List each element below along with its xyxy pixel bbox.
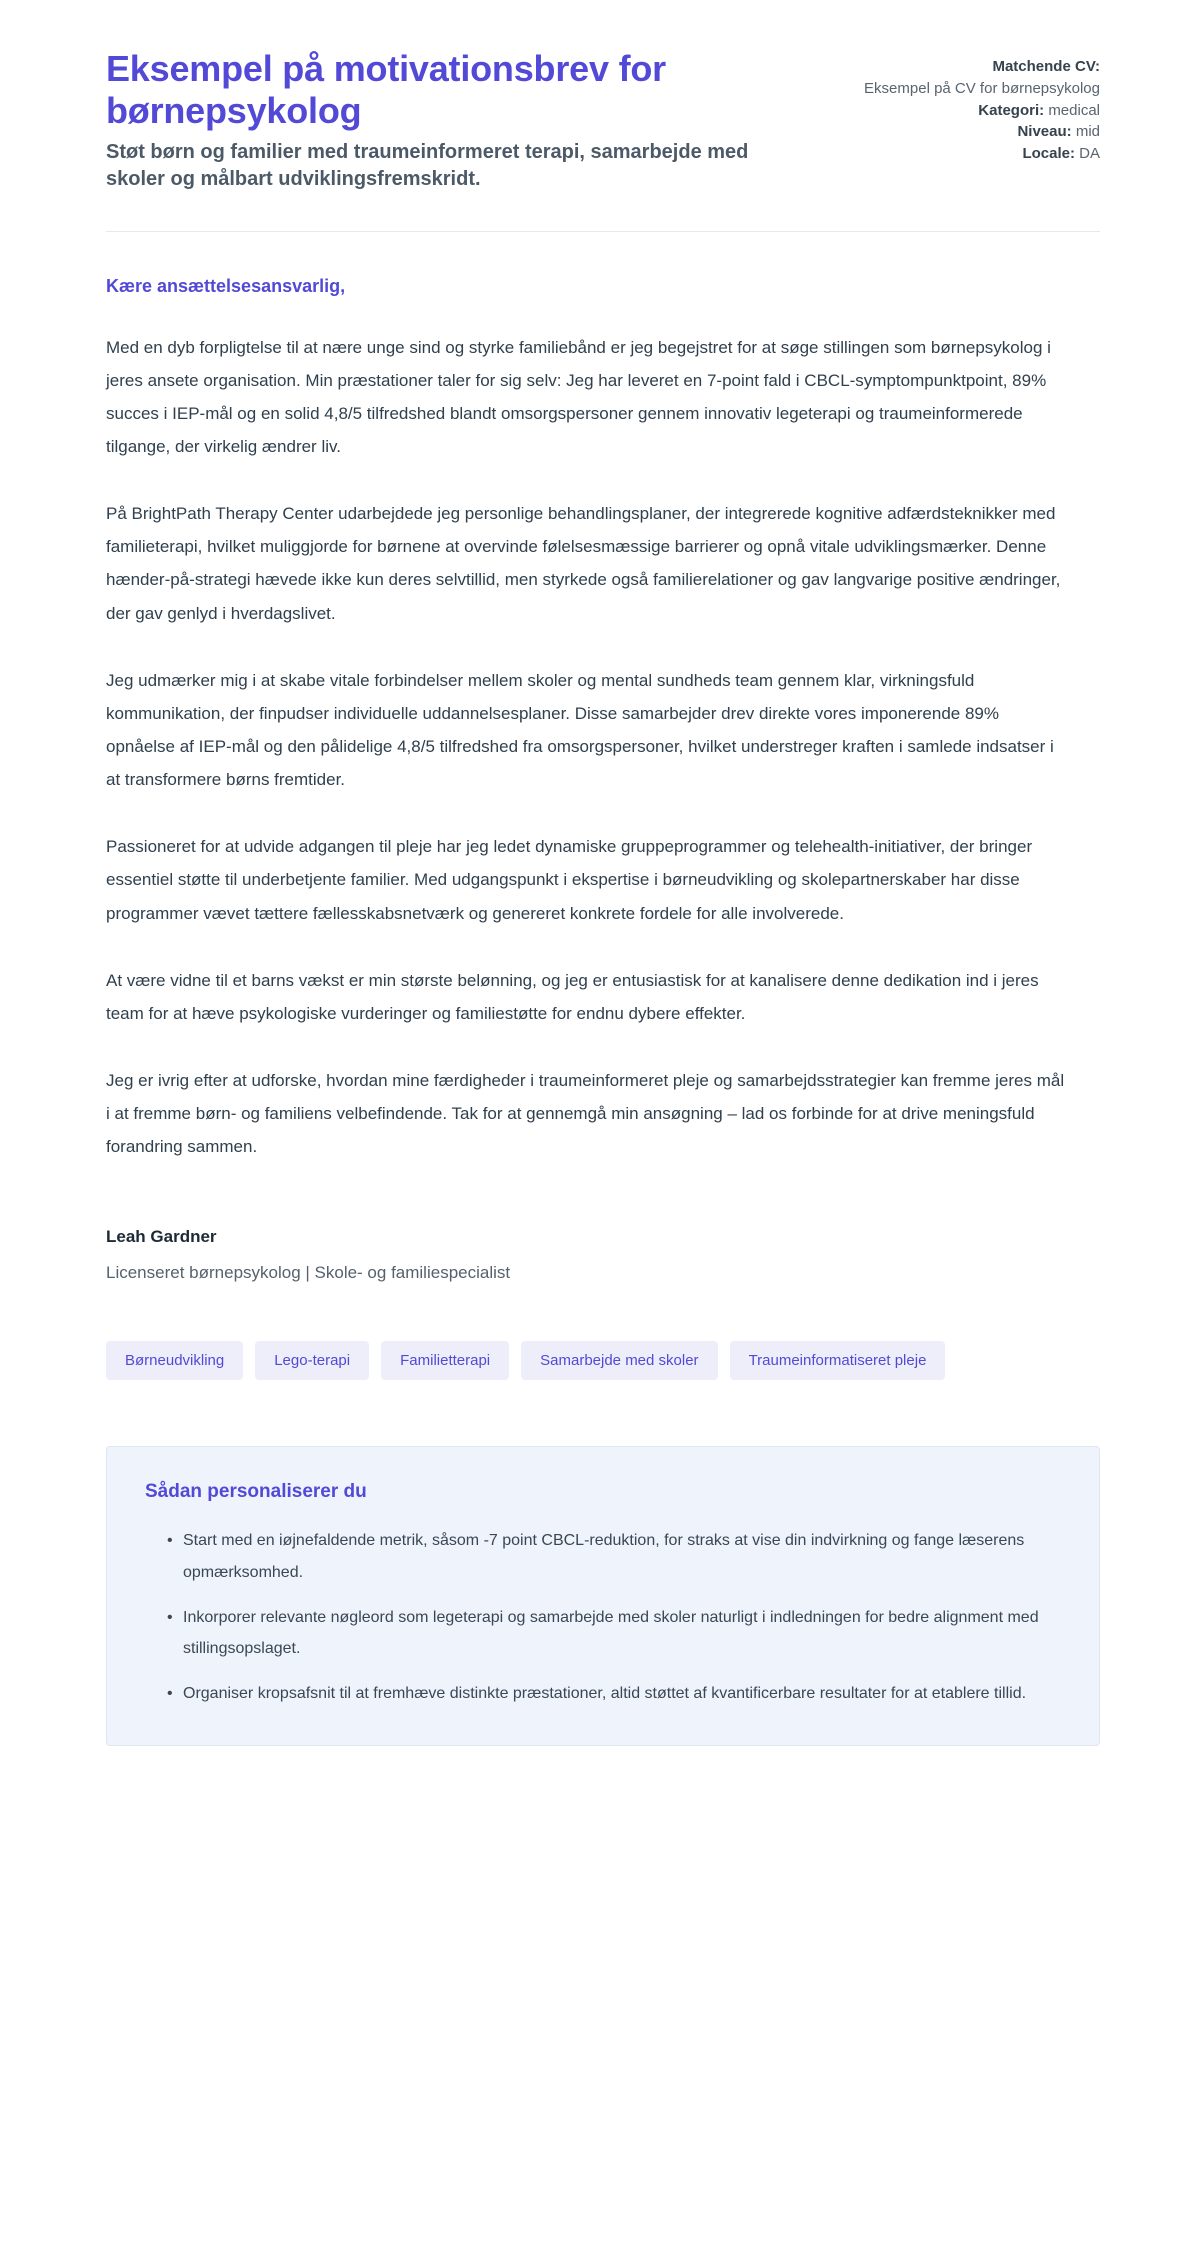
meta-locale xyxy=(864,143,1100,165)
skill-tag[interactable]: Familietterapi xyxy=(381,1341,509,1380)
page-title: Eksempel på motivationsbrev for børnepsykolog xyxy=(106,48,666,132)
letter-paragraph: Jeg udmærker mig i at skabe vitale forbindelser mellem skoler og mental sundheds team gennem klar, virkningsfuld kommunikation, der finpudser individuelle uddannelsesplaner. Disse samarbejder drev direkte vores imponerende 89% opnåelse af IEP-mål og den pålidelige 4,8/5 tilfredshed fra omsorgspersoner, hvilket understreger kraften i samlede indsatser i at transformere børns fremtider. xyxy=(106,670,1054,790)
skill-tag[interactable]: Samarbejde med skoler xyxy=(521,1341,717,1380)
meta-locale-label: Locale: xyxy=(1022,145,1075,162)
meta-level xyxy=(864,121,1100,143)
document-metadata xyxy=(864,48,1100,165)
page-subtitle: Støt børn og familier med traumeinformeret terapi, samarbejde med skoler og målbart udviklingsfremskridt. xyxy=(106,140,749,190)
meta-matching-cv xyxy=(864,56,1100,78)
tips-list-item: • Organiser kropsafsnit til at fremhæve distinkte præstationer, altid støttet af kvantificerbare resultater for at etablere tillid. xyxy=(167,1678,1061,1709)
signature-role: Licenseret børnepsykolog | Skole- og familiespecialist xyxy=(106,1263,511,1283)
meta-locale-value: DA xyxy=(1079,145,1100,162)
skill-tag[interactable]: Traumeinformatiseret pleje xyxy=(730,1341,946,1380)
meta-level-label: Niveau: xyxy=(1017,123,1072,141)
cover-letter-body xyxy=(106,232,1100,1284)
tips-list-item: • Start med en iøjnefaldende metrik, såsom -7 point CBCL-reduktion, for straks at vise din indvirkning og fange læserens opmærksomhed. xyxy=(167,1525,1061,1587)
letter-paragraph: At være vidne til et barns vækst er min største belønning, og jeg er entusiastisk for at kanalisere denne dedikation ind i jeres team for at hæve psykologiske vurderinger og familiestøtte for endnu dybere effekter. xyxy=(106,970,1039,1023)
tips-list-item: • Inkorporer relevante nøgleord som legeterapi og samarbejde med skoler naturligt i indledningen for bedre alignment med stillingsopslaget. xyxy=(167,1602,1061,1664)
letter-paragraph: Jeg er ivrig efter at udforske, hvordan mine færdigheder i traumeinformeret pleje og samarbejdsstrategier kan fremme jeres mål i at fremme børn- og familiens velbefindende. Tak for at gennemgå min ansøgning – lad os forbinde for at drive meningsfuld forandring sammen. xyxy=(106,1070,1065,1157)
skill-tag-list xyxy=(106,1341,1100,1380)
meta-category xyxy=(864,100,1100,122)
meta-level-value: mid xyxy=(1075,123,1100,141)
header-title-block xyxy=(106,48,824,193)
letter-paragraph: Med en dyb forpligtelse til at nære unge sind og styrke familiebånd er jeg begejstret for at søge stillingen som børnepsykolog i jeres ansete organisation. Min præstationer taler for sig selv: Jeg har leveret en 7-point fald i CBCL-symptompunktpoint, 89% succes i IEP-mål og en solid 4,8/5 tilfredshed blandt omsorgspersoner gennem innovativ legeterapi og traumeinformerede tilgange, der virkelig ændrer liv. xyxy=(106,337,1051,456)
letter-salutation: Kære ansættelsesansvarlig, xyxy=(106,275,346,296)
signature-name: Leah Gardner xyxy=(106,1227,217,1247)
tips-list xyxy=(145,1525,1061,1709)
personalization-tips-panel xyxy=(106,1446,1100,1746)
skill-tag[interactable]: Lego-terapi xyxy=(255,1341,369,1380)
meta-category-value: medical xyxy=(1048,101,1100,119)
letter-signature xyxy=(106,1227,1100,1283)
meta-matching-cv-value-row xyxy=(864,78,1100,100)
meta-matching-cv-label: Matchende CV: xyxy=(992,58,1100,75)
meta-category-label: Kategori: xyxy=(978,101,1045,119)
page-header xyxy=(106,48,1100,193)
tips-title: Sådan personaliserer du xyxy=(145,1481,367,1503)
skill-tag[interactable]: Børneudvikling xyxy=(106,1341,243,1380)
meta-matching-cv-value[interactable]: Eksempel på CV for børnepsykolog xyxy=(864,79,1100,97)
letter-paragraph: På BrightPath Therapy Center udarbejdede jeg personlige behandlingsplaner, der integrerede kognitive adfærdsteknikker med familieterapi, hvilket muliggjorde for børnene at overvinde følelsesmæssige barrierer og opnå vitale udviklingsmærker. Denne hænder-på-strategi hævede ikke kun deres selvtillid, men styrkede også familierelationer og gav langvarige positive ændringer, der gav genlyd i hverdagslivet. xyxy=(106,504,1061,623)
letter-paragraph: Passioneret for at udvide adgangen til pleje har jeg ledet dynamiske gruppeprogrammer og telehealth-initiativer, der bringer essentiel støtte til underbetjente familier. Med udgangspunkt i ekspertise i børneudvikling og skolepartnerskaber har disse programmer vævet tættere fællesskabsnetværk og genereret konkrete fordele for alle involverede. xyxy=(106,837,1033,923)
